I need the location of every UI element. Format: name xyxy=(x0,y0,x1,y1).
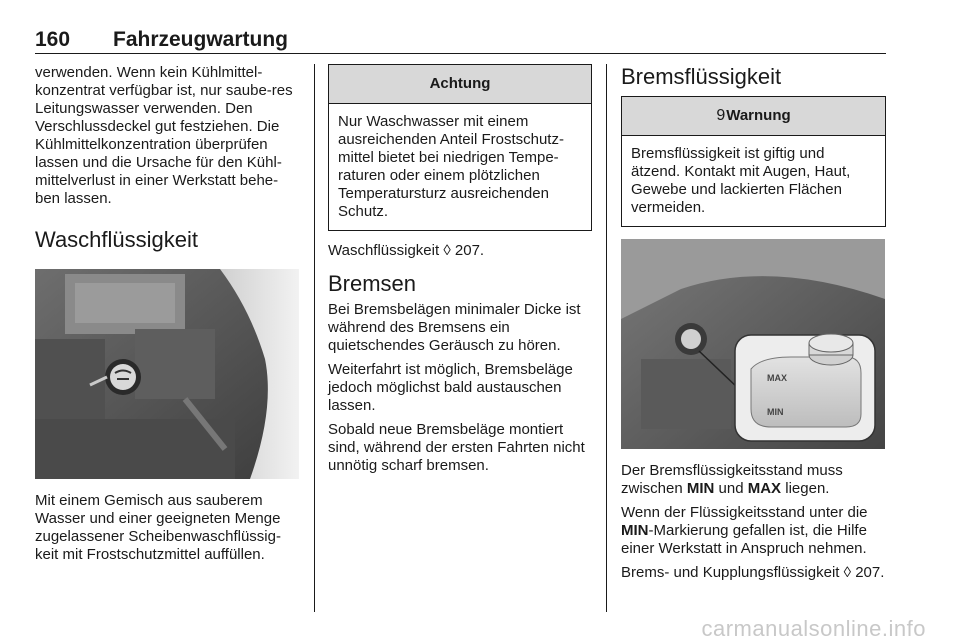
min-label: MIN xyxy=(767,407,784,417)
washer-fluid-reference: Waschflüssigkeit ◊ 207. xyxy=(328,242,485,259)
washer-fluid-heading: Waschflüssigkeit xyxy=(35,227,199,252)
caution-text: Nur Waschwasser mit einem ausreichenden Anteil Frostschutz-mittel bietet bei niedrigen Tempe-raturen oder einem plötzlichen Temperatursturz ausreichenden Schutz. xyxy=(338,113,564,220)
column-1 xyxy=(35,64,301,570)
column-divider-1 xyxy=(314,64,315,612)
brake-fluid-heading: Bremsflüssigkeit xyxy=(621,64,782,89)
brake-fluid-reference: Brems- und Kupplungsflüssigkeit ◊ 207. xyxy=(621,564,885,581)
brake-fluid-low-text: Wenn der Flüssigkeitsstand unter die MIN-Markierung gefallen ist, die Hilfe einer Werkstatt in Anspruch nehmen. xyxy=(621,504,868,557)
washer-fluid-photo xyxy=(35,269,299,479)
warning-box xyxy=(621,96,886,227)
warning-triangle-icon: 9 xyxy=(716,107,726,124)
warning-text: Bremsflüssigkeit ist giftig und ätzend. Kontakt mit Augen, Haut, Gewebe und lackierten Flächen vermeiden. xyxy=(631,145,851,216)
caution-box xyxy=(328,64,592,231)
header-rule xyxy=(35,53,886,54)
brake-fluid-reservoir-photo xyxy=(621,239,885,449)
caution-title: Achtung xyxy=(329,65,591,104)
brake-fluid-level-text: Der Bremsflüssigkeitsstand muss zwischen MIN und MAX liegen. xyxy=(621,462,843,497)
washer-fluid-text: Mit einem Gemisch aus sauberem Wasser und einer geeigneten Menge zugelassener Scheibenwaschflüssig-keit mit Frostschutzmittel auffüllen. xyxy=(35,492,281,563)
coolant-continuation-text: verwenden. Wenn kein Kühlmittel-konzentrat verfügbar ist, nur saube-res Leitungswasser verwenden. Den Verschlussdeckel gut festziehen. Die Kühlmittelkonzentration überprüfen lassen und die Ursache für den Kühl-mittelverlust in einer Werkstatt behe-ben lassen. xyxy=(35,64,293,207)
max-label: MAX xyxy=(767,373,787,383)
chapter-title: Fahrzeugwartung xyxy=(113,28,289,51)
brakes-text-3: Sobald neue Bremsbeläge montiert sind, während der ersten Fahrten nicht unnötig scharf bremsen. xyxy=(328,421,585,474)
brakes-text-2: Weiterfahrt ist möglich, Bremsbeläge jedoch möglichst bald austauschen lassen. xyxy=(328,361,573,414)
column-3 xyxy=(621,64,886,588)
brakes-heading: Bremsen xyxy=(328,271,417,296)
column-divider-2 xyxy=(606,64,607,612)
watermark: carmanualsonline.info xyxy=(701,616,926,641)
column-2 xyxy=(328,64,592,481)
warning-title-bar xyxy=(622,97,885,136)
page-number: 160 xyxy=(35,28,71,51)
warning-title: Warnung xyxy=(726,107,791,124)
brakes-text-1: Bei Bremsbelägen minimaler Dicke ist während des Bremsens ein quietschendes Geräusch zu hören. xyxy=(328,301,581,354)
page-header xyxy=(35,28,288,52)
